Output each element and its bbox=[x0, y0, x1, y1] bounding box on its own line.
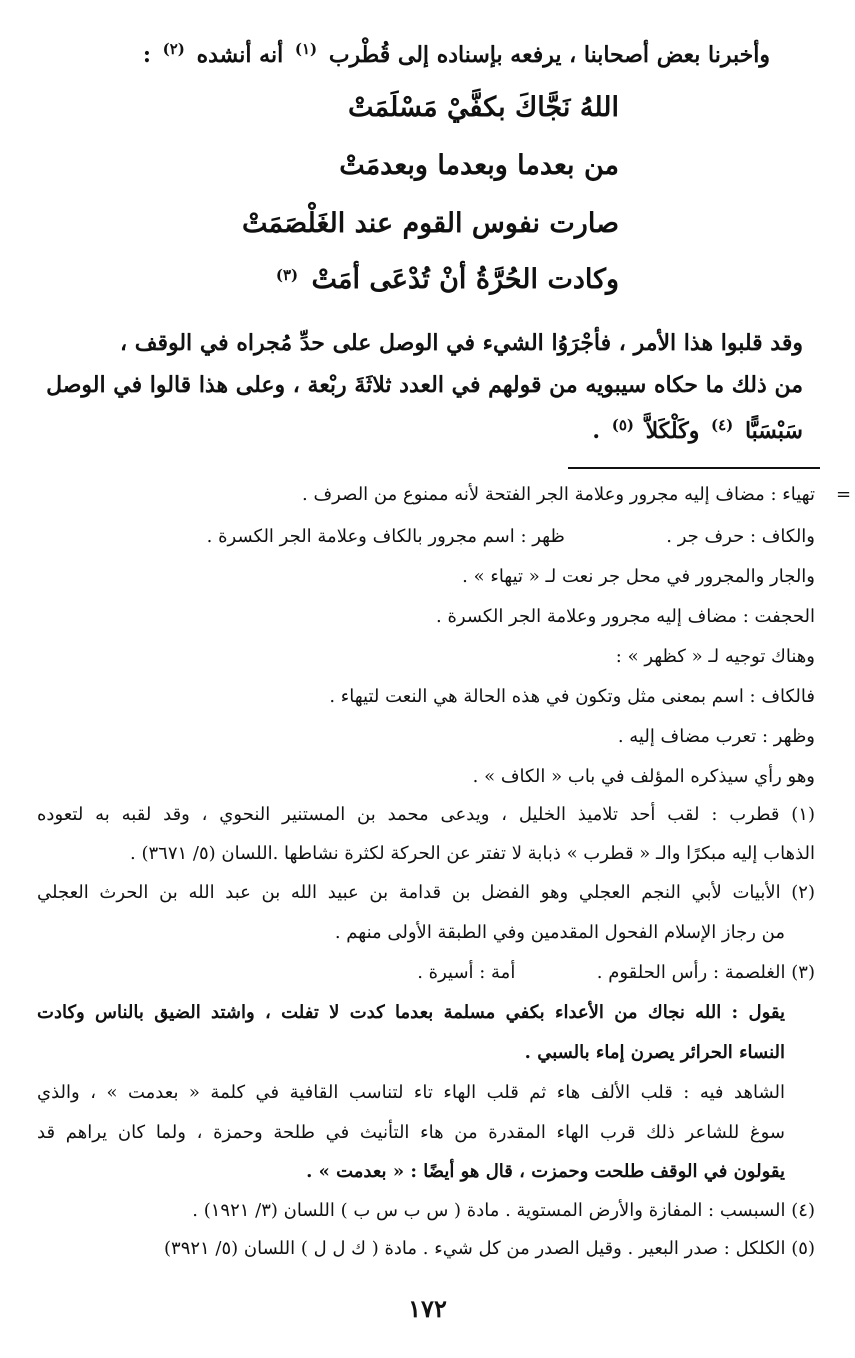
footnote-ref-1: (١) bbox=[294, 40, 318, 58]
footnote-ref-4: (٤) bbox=[711, 416, 734, 434]
paragraph-line-1 bbox=[103, 330, 803, 356]
page-number: ١٧٢ bbox=[408, 1294, 447, 1323]
footnote-text: يقولون في الوقف طلحت وحمزت ، قال هو أيضًا : « بعدمت » . bbox=[306, 1161, 785, 1182]
intro-text-mid: أنه أنشده bbox=[196, 42, 284, 68]
footnote-text: (٣) الغلصمة : رأس الحلقوم . bbox=[596, 962, 815, 983]
footnote-text: تهياء : مضاف إليه مجرور وعلامة الجر الفتحة لأنه ممنوع من الصرف . bbox=[302, 484, 815, 505]
verse-text: اللهُ نَجَّاكَ بكفَّيْ مَسْلَمَتْ bbox=[348, 92, 619, 123]
verse-text: من بعدما وبعدما وبعدمَتْ bbox=[339, 150, 619, 181]
footnote-text: وظهر : تعرب مضاف إليه . bbox=[617, 726, 815, 747]
footnote-divider bbox=[568, 467, 820, 469]
paragraph-text: من ذلك ما حكاه سيبويه من قولهم في العدد ثلاثَةَ ربْعة ، وعلى هذا قالوا في الوصل bbox=[46, 372, 803, 398]
paragraph-line-2 bbox=[43, 372, 803, 398]
footnote-ref-5: (٥) bbox=[611, 416, 634, 434]
footnote-3-shahid-end bbox=[306, 1161, 785, 1182]
footnote-text: أمة : أسيرة . bbox=[417, 962, 516, 983]
footnote-text: وهناك توجيه لـ « كظهر » : bbox=[615, 646, 815, 667]
footnote-line bbox=[329, 686, 815, 707]
footnote-text: (٤) السبسب : المفازة والأرض المستوية . مادة ( س ب س ب ) اللسان (٣/ ١٩٢١) . bbox=[192, 1200, 815, 1221]
paragraph-word-kalkal: وكَلْكَلاَّ bbox=[645, 418, 700, 444]
footnote-line bbox=[436, 606, 815, 627]
footnote-3-explanation-cont bbox=[525, 1042, 785, 1063]
footnote-text: الشاهد فيه : قلب الألف هاء ثم قلب الهاء تاء لتناسب القافية في كلمة « بعدمت » ، والذي bbox=[37, 1082, 785, 1103]
paragraph-word-sabsab: سَبْسَبًّا bbox=[744, 418, 803, 444]
footnote-text: فالكاف : اسم بمعنى مثل وتكون في هذه الحالة هي النعت لتيهاء . bbox=[329, 686, 815, 707]
footnote-text: من رجاز الإسلام الفحول المقدمين وفي الطبقة الأولى منهم . bbox=[334, 922, 785, 943]
footnote-text: (٥) الكلكل : صدر البعير . وقيل الصدر من كل شيء . مادة ( ك ل ل ) اللسان (٥/ ٣٩٢١) bbox=[164, 1238, 815, 1259]
intro-text-before: وأخبرنا بعض أصحابنا ، يرفعه بإسناده إلى قُطْرب bbox=[328, 42, 770, 68]
footnote-line bbox=[302, 484, 815, 505]
paragraph-line-3 bbox=[43, 418, 803, 444]
footnote-text: يقول : الله نجاك من الأعداء بكفي مسلمة بعدما كدت لا تفلت ، واشتد الضيق بالناس وكادت bbox=[37, 1002, 785, 1023]
footnote-text: ظهر : اسم مجرور بالكاف وعلامة الجر الكسرة . bbox=[206, 526, 565, 547]
footnote-text: وهو رأي سيذكره المؤلف في باب « الكاف » . bbox=[472, 766, 815, 787]
footnote-1-cont bbox=[130, 843, 815, 864]
footnote-ref-2: (٢) bbox=[162, 40, 185, 58]
paragraph-text: وقد قلبوا هذا الأمر ، فأجْرَوُا الشيء في الوصل على حدِّ مُجراه في الوقف ، bbox=[119, 330, 803, 356]
footnote-3-shahid bbox=[37, 1082, 785, 1103]
footnote-1 bbox=[37, 804, 815, 825]
footnote-text: والكاف : حرف جر . bbox=[666, 526, 815, 547]
footnote-3-shahid-cont bbox=[37, 1122, 785, 1143]
footnote-line bbox=[616, 646, 815, 667]
footnote-3-explanation bbox=[37, 1002, 785, 1023]
footnote-2 bbox=[37, 882, 815, 903]
footnote-text: النساء الحرائر يصرن إماء بالسبي . bbox=[524, 1042, 785, 1063]
footnote-line bbox=[462, 566, 815, 587]
paragraph-end-mark: . bbox=[592, 418, 601, 444]
footnote-text: (٢) الأبيات لأبي النجم العجلي وهو الفضل بن قدامة بن عبيد الله بن عبد الله بن الحرث العجلي bbox=[37, 882, 815, 903]
verse-text: صارت نفوس القوم عند الغَلْصَمَتْ bbox=[242, 208, 619, 239]
footnote-text: (١) قطرب : لقب أحد تلاميذ الخليل ، ويدعى محمد بن المستنير النحوي ، وقد لقبه به لتعوده bbox=[37, 804, 815, 825]
footnote-line bbox=[473, 766, 815, 787]
continuation-mark: = bbox=[836, 484, 852, 505]
verse-text: وكادت الحُرَّةُ أنْ تُدْعَى أمَتْ bbox=[311, 264, 619, 295]
footnote-2-cont bbox=[335, 922, 785, 943]
footnote-text: الحجفت : مضاف إليه مجرور وعلامة الجر الكسرة . bbox=[436, 606, 815, 627]
footnote-5 bbox=[164, 1238, 815, 1259]
footnote-4 bbox=[192, 1200, 815, 1221]
footnote-text: سوغ للشاعر ذلك قرب الهاء المقدرة من هاء التأنيث في طلحة وحمزة ، ولما كان يراهم قد bbox=[37, 1122, 785, 1143]
intro-text-end: : bbox=[142, 42, 151, 68]
footnote-ref-3: (٣) bbox=[275, 266, 299, 284]
verse-line-4 bbox=[272, 264, 619, 295]
footnote-text: الذهاب إليه مبكرًا والـ « قطرب » ذبابة لا تفتر عن الحركة لكثرة نشاطها .اللسان (٥/ ٣٦٧١) . bbox=[130, 843, 815, 864]
footnote-line bbox=[618, 726, 815, 747]
footnote-3 bbox=[417, 962, 815, 983]
intro-line bbox=[80, 42, 770, 68]
footnote-line bbox=[207, 526, 815, 547]
verse-line-2 bbox=[339, 150, 619, 181]
verse-line-1 bbox=[348, 92, 619, 123]
footnote-text: والجار والمجرور في محل جر نعت لـ « تيهاء » . bbox=[462, 566, 815, 587]
verse-line-3 bbox=[242, 208, 619, 239]
